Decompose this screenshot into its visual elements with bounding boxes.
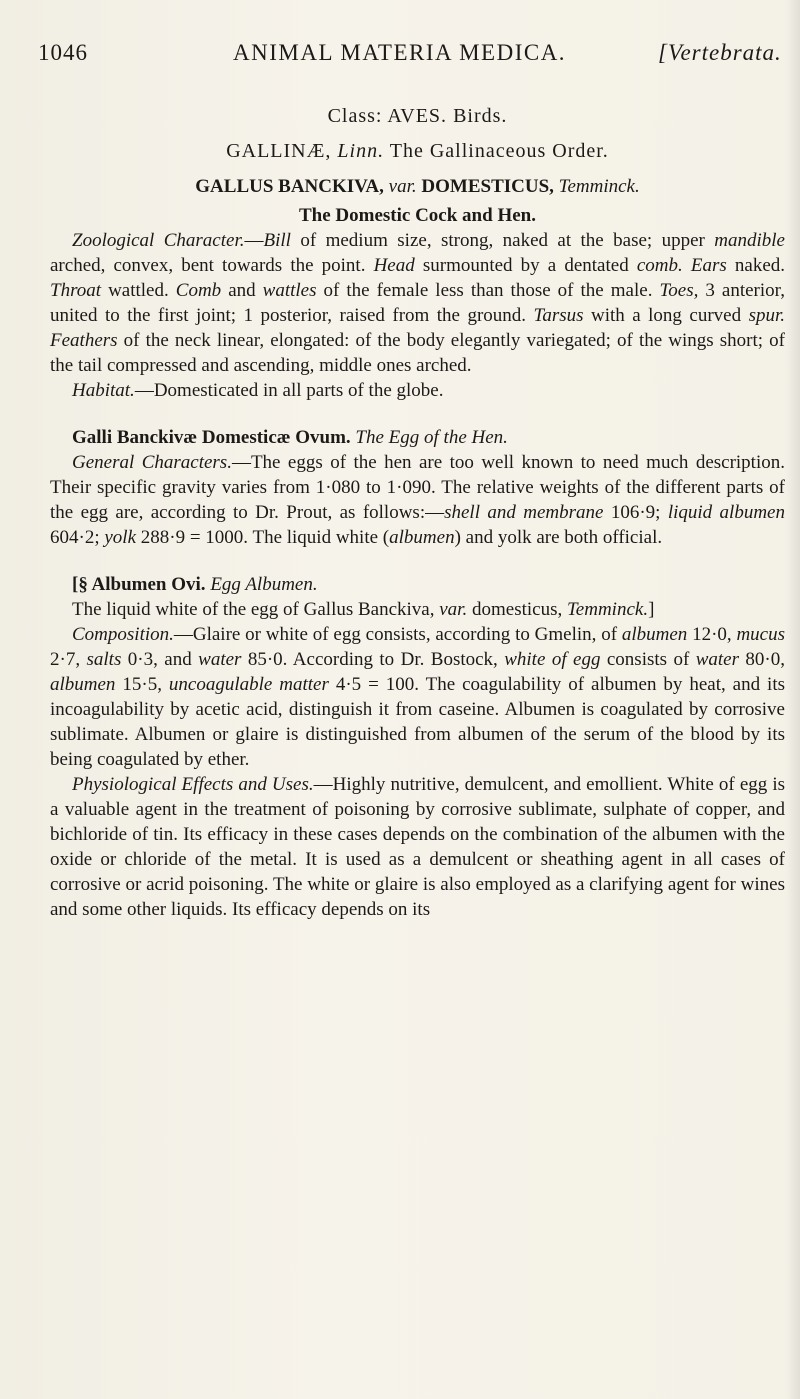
text-run: 106·9; <box>603 502 668 523</box>
term: white of egg <box>504 649 601 670</box>
physiological-heading: Physiological Effects and Uses. <box>72 774 314 795</box>
text-run: 12·0, <box>687 624 737 645</box>
page-number: 1046 <box>38 40 88 65</box>
text-run: and <box>221 280 263 301</box>
class-heading <box>50 104 785 129</box>
species-heading <box>50 174 785 199</box>
text-run: naked. <box>726 255 785 276</box>
running-section: [Vertebrata. <box>658 40 782 65</box>
text-run: 2·7, <box>50 649 87 670</box>
text-run: 80·0, <box>739 649 785 670</box>
zoological-heading: Zoological Character. <box>72 230 245 251</box>
text-run: —Glaire or white of egg consists, according to Gmelin, of <box>173 624 622 645</box>
albumen-heading <box>50 572 785 597</box>
term: yolk <box>104 527 137 548</box>
page-edge-shadow <box>786 0 800 1399</box>
albumen-title: [§ Albumen Ovi. <box>72 574 206 595</box>
term: Feathers <box>50 330 118 351</box>
general-characters-paragraph <box>50 450 785 550</box>
term: Temminck. <box>566 599 649 620</box>
text-run: 15·5, <box>115 674 169 695</box>
term: Ears <box>690 255 727 276</box>
ovum-english: The Egg of the Hen. <box>355 427 508 448</box>
term: var. <box>439 599 468 620</box>
albumen-english: Egg Albumen. <box>210 574 318 595</box>
general-characters-heading: General Characters. <box>72 452 232 473</box>
term: Comb <box>175 280 222 301</box>
term: shell and membrane <box>444 502 604 523</box>
text-run: of the female less than those of the male. <box>316 280 660 301</box>
habitat-paragraph <box>50 378 785 403</box>
term: Bill <box>263 230 291 251</box>
term: albumen <box>389 527 455 548</box>
physiological-paragraph <box>50 772 785 922</box>
term: water <box>198 649 242 670</box>
term: Throat <box>50 280 102 301</box>
text-run: ] <box>648 599 655 620</box>
term: mucus <box>736 624 786 645</box>
text-run: 604·2; <box>50 527 105 548</box>
term: Tarsus <box>533 305 584 326</box>
text-run: of medium size, strong, naked at the base; upper <box>290 230 715 251</box>
order-common-name: The Gallinaceous Order. <box>389 140 609 162</box>
term: albumen <box>50 674 116 695</box>
text-run: arched, convex, bent towards the point. <box>50 255 374 276</box>
text-run: 85·0. According to Dr. Bostock, <box>241 649 505 670</box>
text-run: wattled. <box>101 280 176 301</box>
text-run: with a long curved <box>583 305 749 326</box>
term: wattles <box>262 280 317 301</box>
class-name: AVES. <box>387 105 448 127</box>
species-variety: DOMESTICUS, <box>421 176 554 197</box>
order-authority: Linn. <box>337 140 385 162</box>
term: water <box>695 649 739 670</box>
term: liquid albumen <box>667 502 785 523</box>
term: Head <box>373 255 415 276</box>
term: comb. <box>636 255 683 276</box>
running-title: ANIMAL MATERIA MEDICA. <box>233 40 567 65</box>
albumen-intro-paragraph <box>50 597 785 622</box>
text-run: consists of <box>600 649 696 670</box>
composition-paragraph <box>50 622 785 772</box>
term: spur. <box>748 305 785 326</box>
term: salts <box>86 649 122 670</box>
text-run: The liquid white of the egg of Gallus Banckiva, <box>72 599 440 620</box>
habitat-text: —Domesticated in all parts of the globe. <box>134 380 444 401</box>
ovum-title: Galli Banckivæ Domesticæ Ovum. <box>72 427 351 448</box>
term: albumen <box>621 624 688 645</box>
term: uncoagulable matter <box>168 674 329 695</box>
zoological-character-paragraph <box>50 228 785 378</box>
species-common-name: The Domestic Cock and Hen. <box>299 205 536 226</box>
text-run <box>683 255 691 276</box>
class-common-name: Birds. <box>453 105 508 127</box>
term: Toes, <box>659 280 699 301</box>
ovum-heading <box>50 425 785 450</box>
text-run: 0·3, and <box>121 649 199 670</box>
habitat-heading: Habitat. <box>72 380 135 401</box>
text-run: —The eggs of the hen are too well known to need much description. Their specific gravity varies from 1·080 to 1·090. The relative weights of the different parts of the egg are, according to Dr. Prout, as follows:— <box>50 452 785 523</box>
text-run: —Highly nutritive, demulcent, and emollient. White of egg is a valuable agent in the treatment of poisoning by corrosive sublimate, sulphate of copper, and bichloride of tin. Its efficacy in these cases depends on the combination of the albumen with the oxide or chloride of the metal. It is used as a demulcent or sheathing agent in all cases of corrosive or acrid poisoning. The white or glaire is also employed as a clarifying agent for wines and some other liquids. Its efficacy depends on its <box>50 774 785 920</box>
species-authority: Temminck. <box>558 176 640 197</box>
text-run: surmounted by a dentated <box>414 255 637 276</box>
species-var-label: var. <box>388 176 417 197</box>
order-heading <box>50 139 785 164</box>
class-label: Class: <box>327 105 383 127</box>
running-head <box>38 40 782 70</box>
text-run: 288·9 = 1000. The liquid white ( <box>136 527 390 548</box>
text-run: domesticus, <box>467 599 567 620</box>
composition-heading: Composition. <box>72 624 174 645</box>
text-run: 4·5 = 100. The coagulability of albumen by heat, and its incoagulability by acetic acid, distinguish it from caseine. Albumen is coagulated by corrosive sublimate. Albumen or glaire is distinguished from albumen of the serum of the blood by its being coagulated by ether. <box>50 674 786 770</box>
text-run: — <box>244 230 264 251</box>
term: mandible <box>714 230 785 251</box>
page-body <box>50 104 785 922</box>
species-name: GALLUS BANCKIVA, <box>195 176 384 197</box>
text-run: of the neck linear, elongated: of the body elegantly variegated; of the wings short; of the tail compressed and ascending, middle ones arched. <box>50 330 785 376</box>
text-run: 3 anterior, united to the first joint; 1 posterior, raised from the ground. <box>50 280 785 326</box>
text-run: ) and yolk are both official. <box>454 527 663 548</box>
order-name: GALLINÆ, <box>226 140 332 162</box>
